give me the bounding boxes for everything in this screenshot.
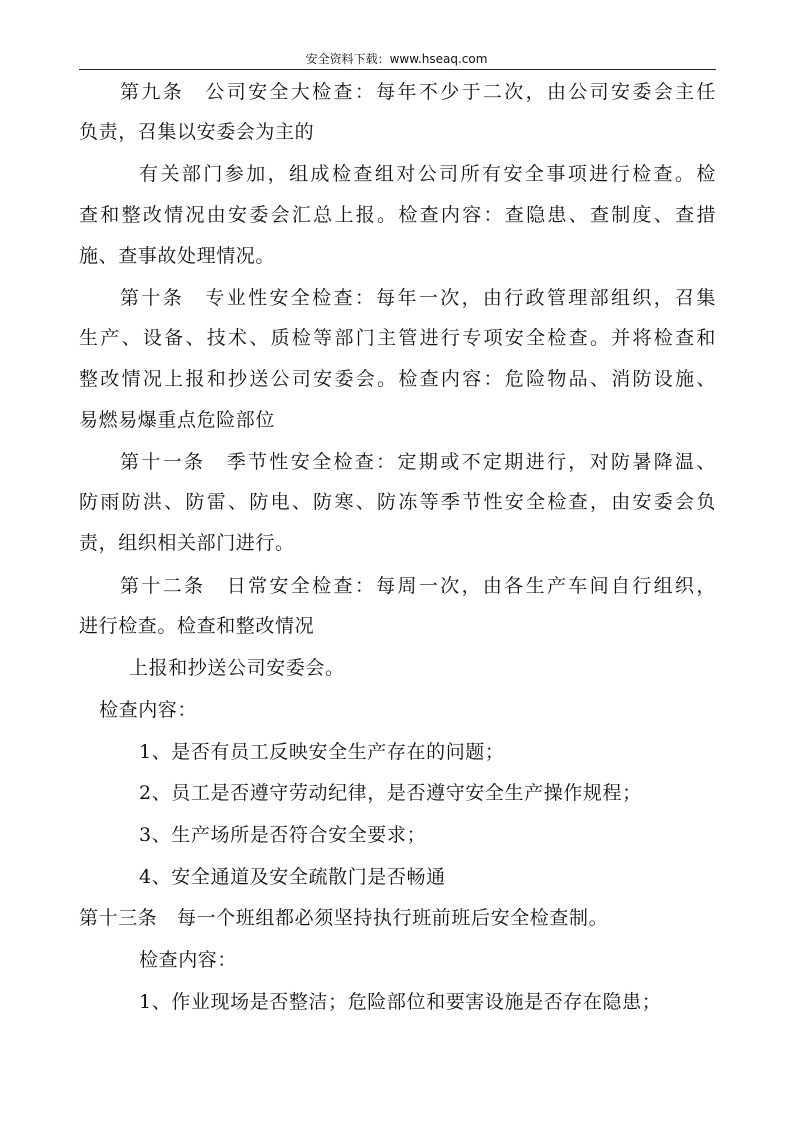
article-10-line-1: 第十条 专业性安全检查：每年一次，由行政管理部组织，召集	[120, 287, 716, 309]
inspection-item-1: 1、是否有员工反映安全生产存在的问题；	[139, 741, 505, 763]
inspection-item-3: 3、生产场所是否符合安全要求；	[139, 824, 427, 846]
article-9-line-4: 查和整改情况由安委会汇总上报。检查内容：查隐患、查制度、查措	[79, 204, 716, 226]
article-13-line-1: 第十三条 每一个班组都必须坚持执行班前班后安全检查制。	[79, 907, 609, 929]
article-10-line-3: 整改情况上报和抄送公司安委会。检查内容：危险物品、消防设施、	[79, 368, 716, 390]
article-11-line-3: 责，组织相关部门进行。	[79, 532, 295, 554]
inspection-content-heading-2: 检查内容：	[139, 949, 238, 971]
article-10-line-2: 生产、设备、技术、质检等部门主管进行专项安全检查。并将检查和	[79, 327, 716, 349]
article-12-line-1: 第十二条 日常安全检查：每周一次，由各生产车间自行组织，	[120, 575, 716, 597]
team-inspection-item-1: 1、作业现场是否整洁；危险部位和要害设施是否存在隐患；	[139, 991, 662, 1013]
article-9-line-5: 施、查事故处理情况。	[79, 245, 276, 267]
page-header: 安全资料下载：www.hseaq.com	[305, 52, 488, 66]
article-11-line-1: 第十一条 季节性安全检查：定期或不定期进行，对防暑降温、	[120, 451, 716, 473]
article-12-line-3: 上报和抄送公司安委会。	[129, 657, 345, 679]
article-9-line-2: 负责，召集以安委会为主的	[79, 121, 315, 143]
article-11-line-2: 防雨防洪、防雷、防电、防寒、防冻等季节性安全检查，由安委会负	[79, 491, 716, 513]
inspection-item-2: 2、员工是否遵守劳动纪律，是否遵守安全生产操作规程；	[139, 782, 642, 804]
article-12-line-2: 进行检查。检查和整改情况	[79, 615, 315, 637]
article-9-line-3: 有关部门参加，组成检查组对公司所有安全事项进行检查。检	[139, 163, 716, 185]
article-10-line-4: 易燃易爆重点危险部位	[79, 409, 276, 431]
header-rule	[79, 69, 716, 70]
article-9-line-1: 第九条 公司安全大检查：每年不少于二次，由公司安委会主任	[120, 81, 716, 103]
inspection-item-4: 4、安全通道及安全疏散门是否畅通	[139, 866, 446, 888]
inspection-content-heading-1: 检查内容：	[99, 699, 198, 721]
